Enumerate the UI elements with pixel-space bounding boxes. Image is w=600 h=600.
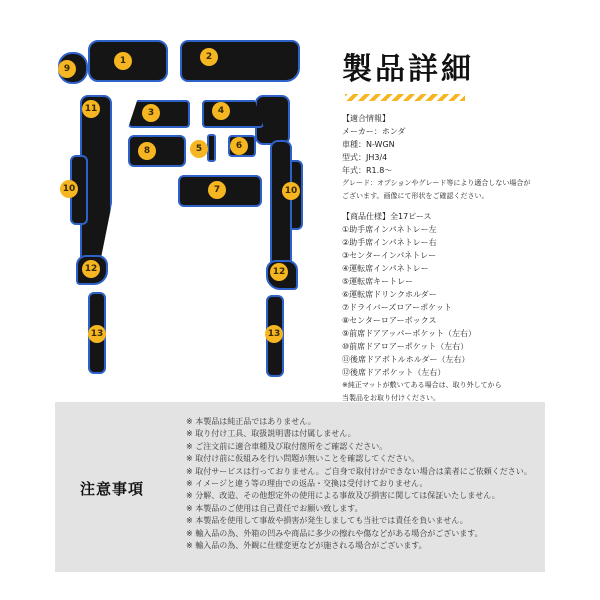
part-number-badge: 6	[230, 137, 248, 155]
spec-item: ③センターインパネトレー	[342, 251, 437, 260]
part-number-badge: 7	[208, 181, 226, 199]
spec-item: ⑨前席ドアアッパーポケット（左右）	[342, 329, 476, 338]
spec-item: ⑤運転席キートレー	[342, 277, 414, 286]
spec-item: ②助手席インパネトレー右	[342, 238, 437, 247]
part-number-badge: 13	[265, 325, 283, 343]
part-number-badge: 8	[138, 142, 156, 160]
part-number-badge: 5	[190, 140, 208, 158]
notice-item: ※ 輸入品の為、外観に仕様変更などが施される場合がございます。	[186, 541, 427, 551]
part-number-badge: 12	[82, 260, 100, 278]
product-spec-block	[342, 210, 502, 405]
notice-item: ※ 本製品のご使用は自己責任でお願い致します。	[186, 503, 363, 513]
part-number-badge: 11	[82, 100, 100, 118]
fit-info-line: 【適合情報】	[342, 114, 390, 123]
notice-list	[186, 416, 532, 552]
spec-item: ⑧センターロアーボックス	[342, 316, 437, 325]
part-number-badge: 1	[114, 52, 132, 70]
mat-part-2	[180, 40, 300, 82]
page-title: 製品詳細	[342, 52, 474, 87]
part-number-badge: 3	[142, 104, 160, 122]
fit-info-line: 年式：R1.8～	[342, 166, 393, 175]
mat-part-5	[207, 134, 216, 162]
fit-info-line: 車種：N-WGN	[342, 140, 395, 149]
part-number-badge: 10	[282, 182, 300, 200]
part-number-badge: 13	[88, 325, 106, 343]
fit-info-block	[342, 112, 530, 203]
decorative-stripe	[345, 94, 465, 101]
notice-item: ※ 取り付け工具、取扱説明書は付属しません。	[186, 429, 356, 439]
spec-item: ⑦ドライバーズロアーポケット	[342, 303, 452, 312]
notice-title: 注意事項	[80, 480, 145, 498]
spec-note: 当製品をお取り付けください。	[342, 394, 440, 402]
spec-item: ⑥運転席ドリンクホルダー	[342, 290, 437, 299]
spec-item: ⑩前席ドアロアーポケット（左右）	[342, 342, 469, 351]
part-number-badge: 2	[200, 48, 218, 66]
spec-heading: 【商品仕様】全17ピース	[342, 212, 432, 221]
mat-part-8	[128, 135, 186, 167]
product-diagram	[0, 0, 320, 390]
spec-item: ①助手席インパネトレー左	[342, 225, 437, 234]
notice-item: ※ 分解、改造、その他想定外の使用による事故及び損害に関しては保証いたしません。	[186, 491, 500, 501]
notice-item: ※ ご注文前に適合車種及び取付箇所をご確認ください。	[186, 441, 388, 451]
fit-info-line: メーカー：ホンダ	[342, 127, 406, 136]
notice-item: ※ 本製品を使用して事故や損害が発生しましても当社では責任を負いません。	[186, 516, 468, 526]
part-number-badge: 10	[60, 180, 78, 198]
fit-info-line: ございます。画像にて形状をご確認ください。	[342, 192, 489, 200]
spec-note: ※純正マットが敷いてある場合は、取り外してから	[342, 381, 502, 389]
part-number-badge: 12	[270, 263, 288, 281]
spec-item: ④運転席インパネトレー	[342, 264, 429, 273]
fit-info-line: 型式：JH3/4	[342, 153, 388, 162]
notice-item: ※ 輸入品の為、外箱の凹みや商品に多少の擦れや傷などがある場合がございます。	[186, 528, 483, 538]
notice-item: ※ 取付サービスは行っておりません。ご自身で取付けができない場合は業者にご依頼ください。	[186, 466, 532, 476]
part-number-badge: 9	[58, 60, 76, 78]
mat-part-11-right-body	[270, 140, 292, 270]
notice-item: ※ 取付け前に仮組みを行い問題が無いことを確認してください。	[186, 454, 420, 464]
notice-item: ※ 本製品は純正品ではありません。	[186, 417, 316, 426]
part-number-badge: 4	[212, 102, 230, 120]
spec-item: ⑫後席ドアポケット（左右）	[342, 368, 446, 377]
notice-item: ※ イメージと違う等の理由での返品・交換は受付けておりません。	[186, 479, 428, 489]
fit-info-line: グレード：オプションやグレード等により適合しない場合が	[342, 179, 531, 187]
spec-item: ⑪後席ドアボトルホルダー（左右）	[342, 355, 470, 364]
mat-part-4	[202, 100, 264, 128]
